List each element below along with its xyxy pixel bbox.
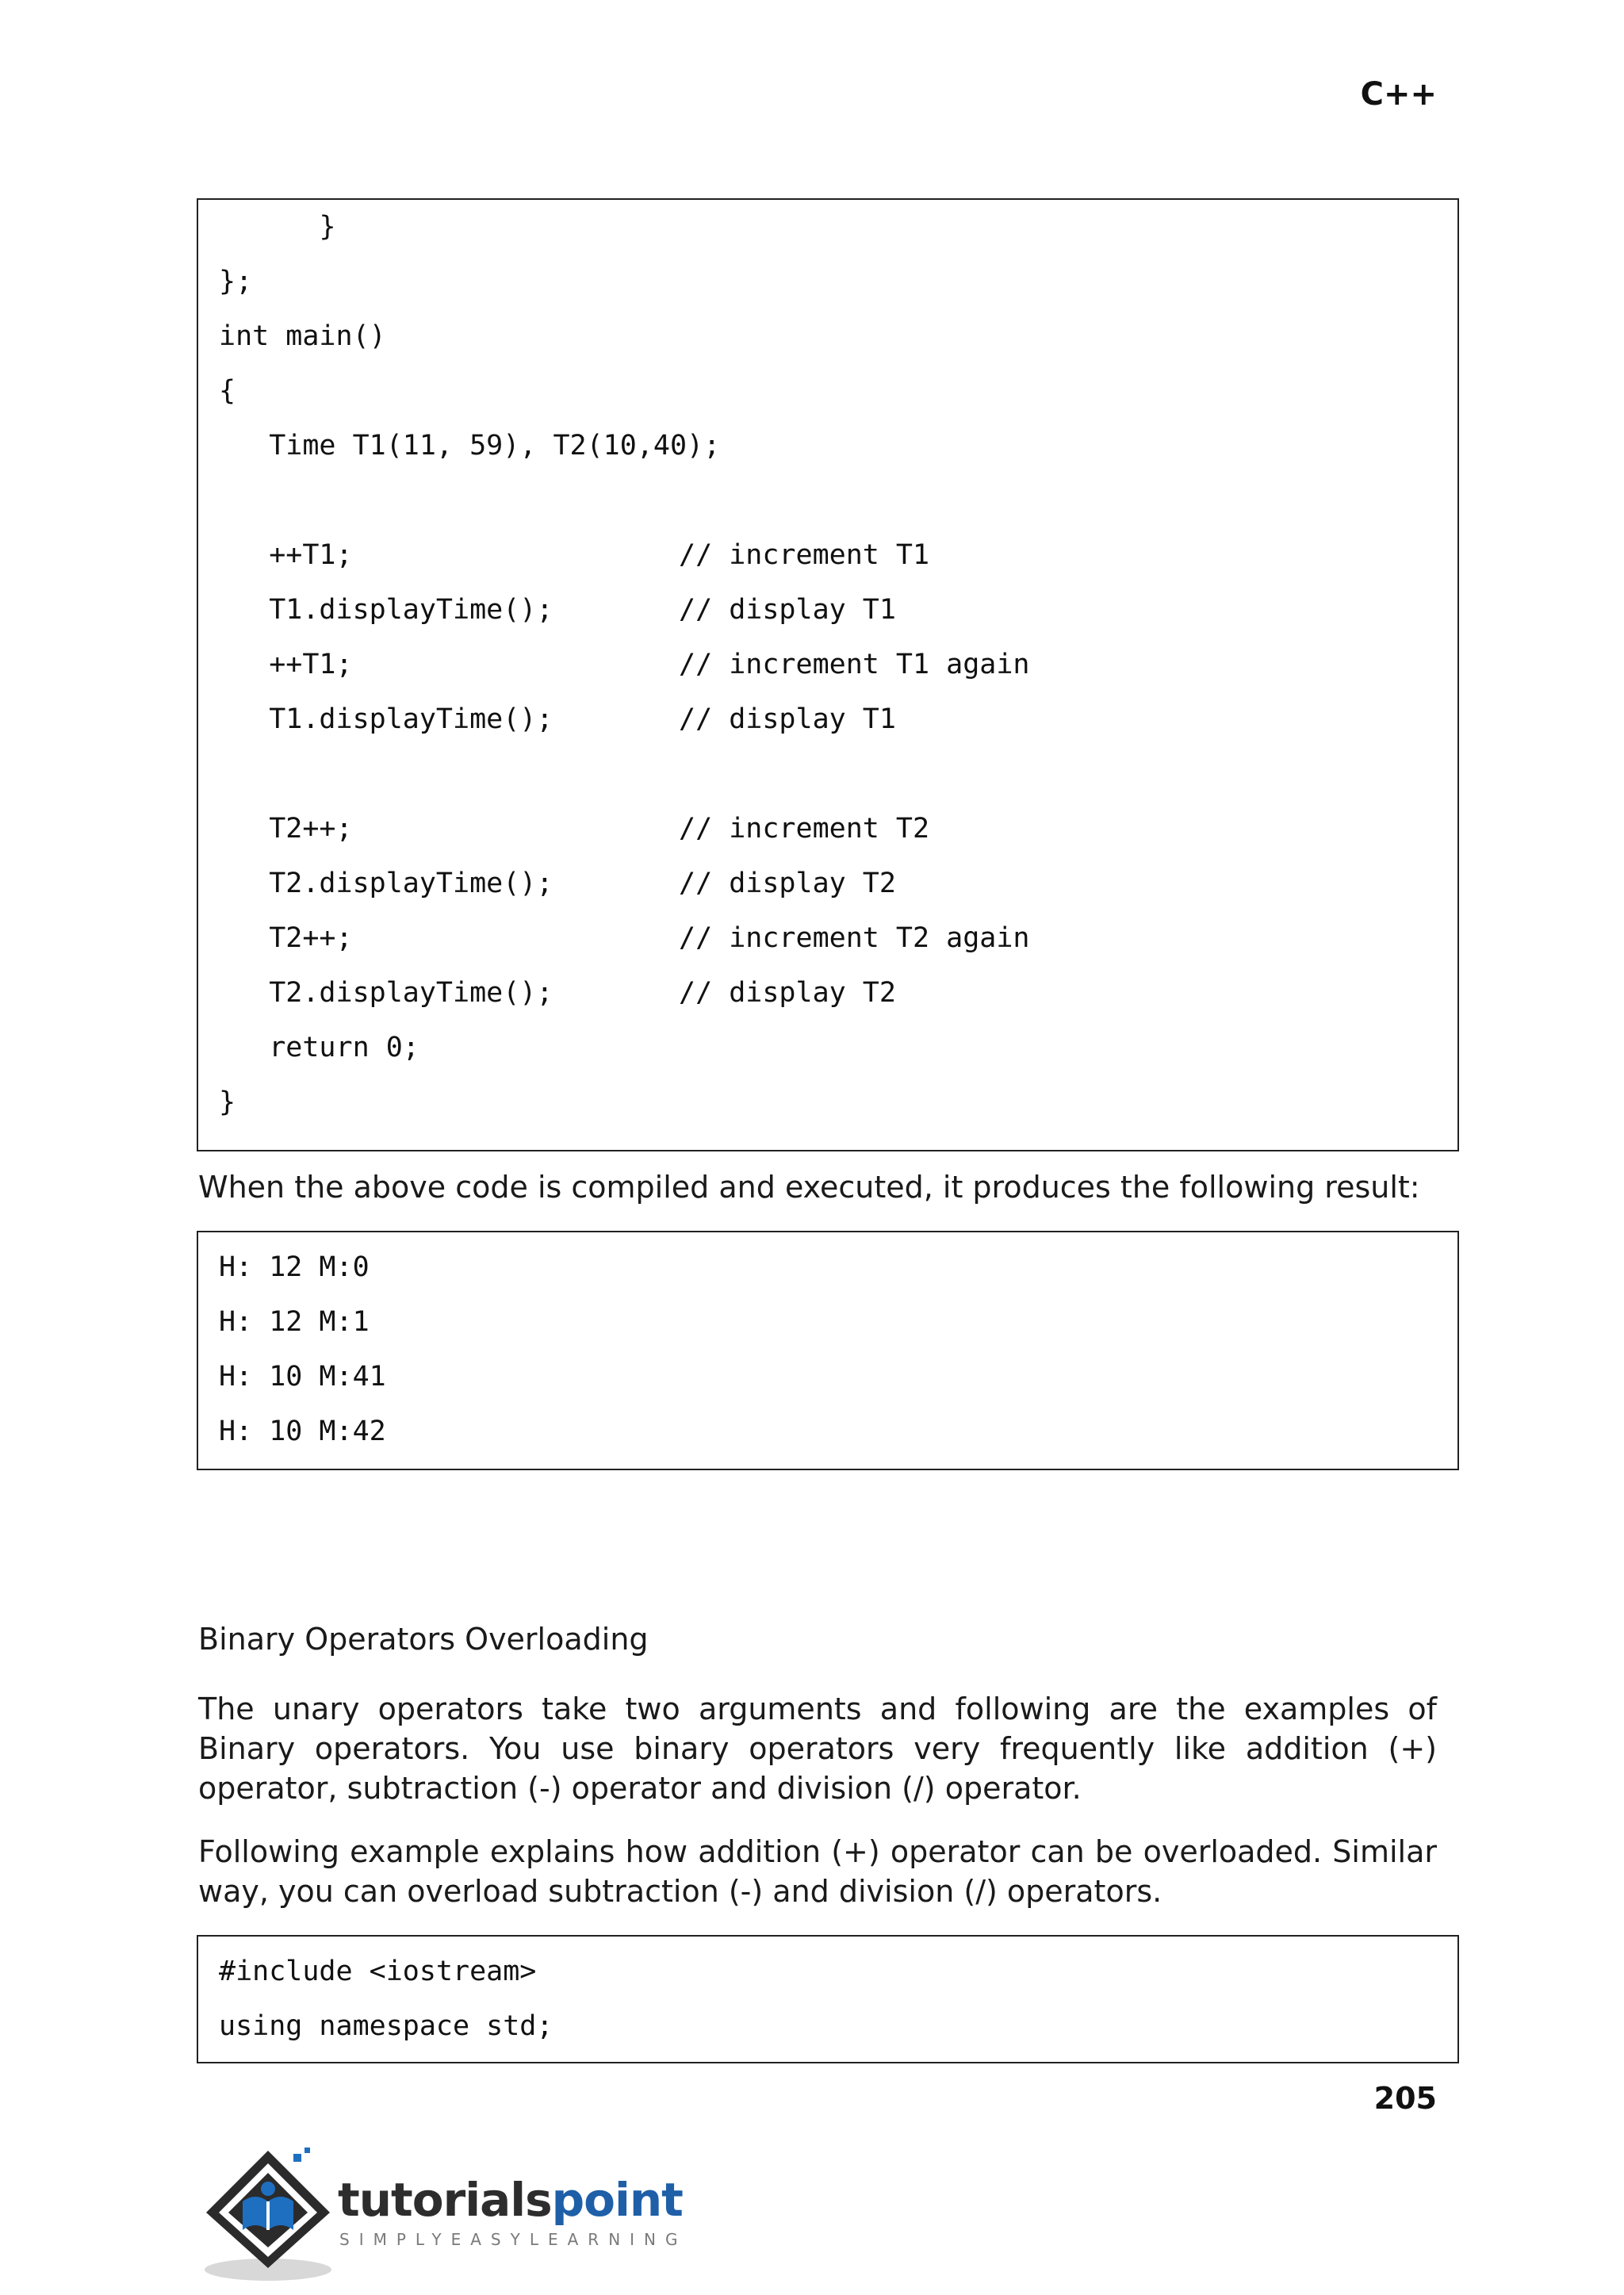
- code-comment: // display T2: [679, 977, 896, 1009]
- code-line: [219, 1075, 1440, 1130]
- code-text: ++T1;: [269, 649, 353, 680]
- code-comment: // increment T2 again: [679, 922, 1030, 954]
- code-indent: [219, 649, 269, 680]
- code-text: }: [319, 211, 336, 243]
- paragraph-addition-example: Following example explains how addition (+) operator can be overloaded. Similar way, you can overload subtraction (-) and division (/) operators.: [198, 1834, 1437, 1909]
- code-line: [219, 364, 1440, 419]
- code-indent: [219, 539, 269, 571]
- code-line: [219, 747, 1440, 802]
- code-line: #include <iostream>: [219, 1956, 537, 1987]
- code-line: [219, 692, 1440, 747]
- page-number: 205: [1373, 2081, 1437, 2116]
- code-comment: // increment T2: [679, 813, 930, 845]
- code-line: [219, 255, 1440, 309]
- code-text: T2++;: [269, 813, 353, 845]
- output-line: H: 10 M:42: [219, 1416, 386, 1447]
- code-line: [219, 638, 1440, 692]
- running-header-title: C++: [1360, 76, 1437, 113]
- code-text: int main(): [219, 320, 386, 352]
- code-line: [219, 419, 1440, 473]
- code-indent: [219, 703, 269, 735]
- logo-word-point: point: [551, 2173, 683, 2227]
- code-line: [219, 473, 1440, 528]
- code-block-include: [197, 1935, 1459, 2063]
- logo-word-tutorials: tutorials: [338, 2173, 552, 2227]
- code-comment: // display T1: [679, 703, 896, 735]
- code-comment: // display T2: [679, 868, 896, 899]
- code-text: {: [219, 375, 236, 407]
- book-diamond-icon: [197, 2136, 347, 2287]
- code-comment: // increment T1 again: [679, 649, 1030, 680]
- section-heading: Binary Operators Overloading: [198, 1622, 649, 1657]
- code-indent: [219, 813, 269, 845]
- output-line: H: 10 M:41: [219, 1361, 386, 1393]
- code-text: T1.displayTime();: [269, 703, 553, 735]
- code-indent: [219, 977, 269, 1009]
- code-indent: [219, 594, 269, 626]
- code-line: [219, 583, 1440, 638]
- code-comment: // display T1: [679, 594, 896, 626]
- code-line: [219, 856, 1440, 911]
- code-indent: [219, 1032, 269, 1063]
- code-line: [219, 309, 1440, 364]
- code-text: T2.displayTime();: [269, 977, 553, 1009]
- code-text: }: [219, 1086, 236, 1118]
- code-line: [219, 1021, 1440, 1075]
- code-text: T2++;: [269, 922, 353, 954]
- code-indent: [219, 430, 269, 462]
- code-text: Time T1(11, 59), T2(10,40);: [269, 430, 721, 462]
- code-line: [219, 802, 1440, 856]
- logo-tagline: SIMPLYEASYLEARNING: [339, 2230, 688, 2249]
- code-text: T2.displayTime();: [269, 868, 553, 899]
- code-line: [219, 966, 1440, 1021]
- code-indent: [219, 922, 269, 954]
- code-text: T1.displayTime();: [269, 594, 553, 626]
- code-text: };: [219, 266, 253, 297]
- result-intro-text: When the above code is compiled and executed, it produces the following result:: [198, 1170, 1420, 1205]
- output-line: H: 12 M:0: [219, 1251, 370, 1283]
- output-line: H: 12 M:1: [219, 1306, 370, 1338]
- code-text: ++T1;: [269, 539, 353, 571]
- tutorialspoint-logo: [197, 2136, 688, 2287]
- code-line: [219, 200, 1440, 255]
- code-indent: [219, 211, 319, 243]
- code-indent: [219, 868, 269, 899]
- output-block: [197, 1231, 1459, 1470]
- code-line: [219, 528, 1440, 583]
- paragraph-binary-operators: The unary operators take two arguments and following are the examples of Binary operators. You use binary operators very frequently like addition (+) operator, subtraction (-) operator and division (/) operator.: [198, 1692, 1437, 1806]
- code-line: [219, 911, 1440, 966]
- code-text: return 0;: [269, 1032, 419, 1063]
- code-line: using namespace std;: [219, 2010, 553, 2042]
- logo-wordmark: [338, 2173, 683, 2227]
- code-comment: // increment T1: [679, 539, 930, 571]
- code-block-main: [197, 198, 1459, 1151]
